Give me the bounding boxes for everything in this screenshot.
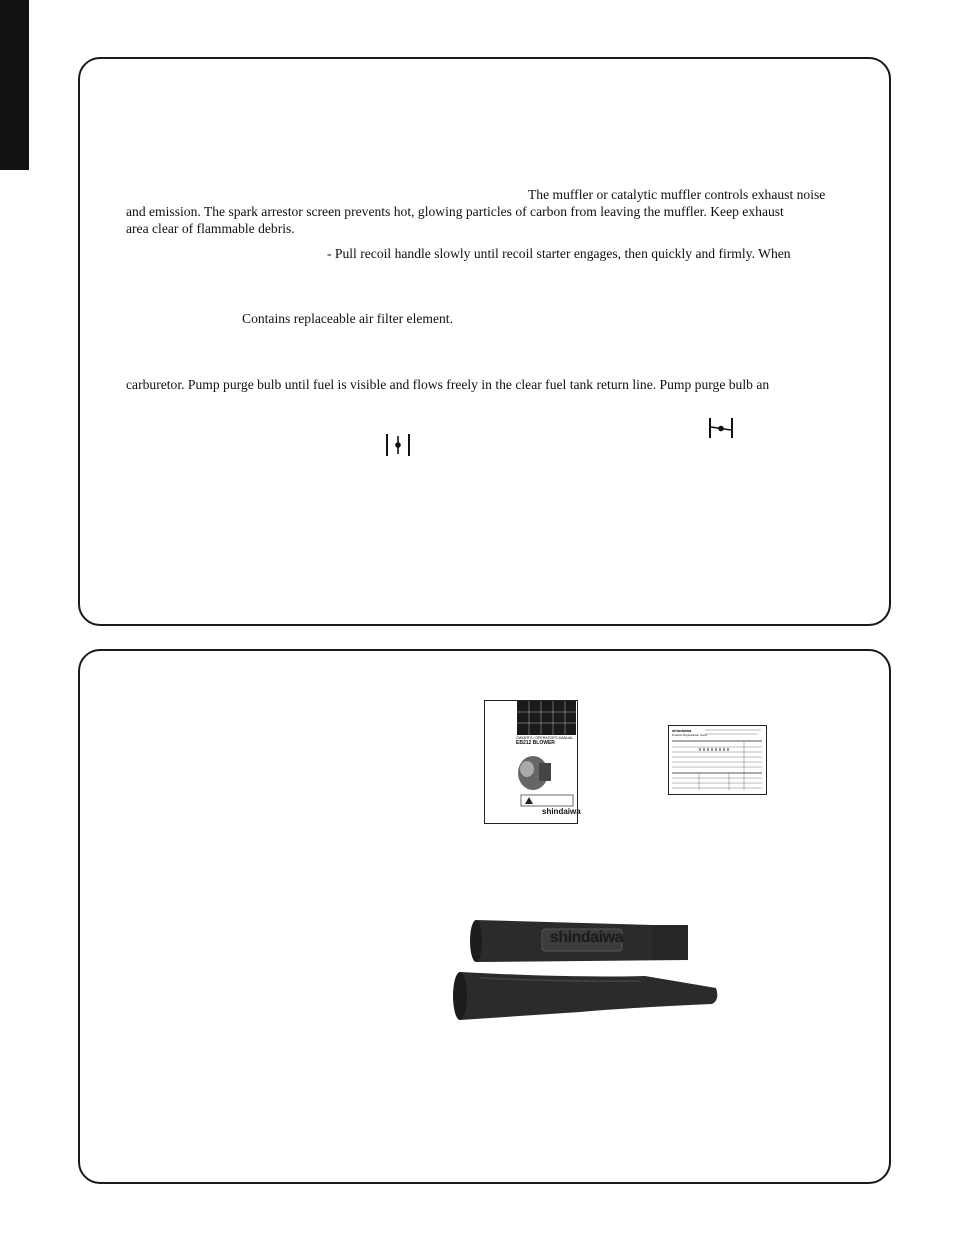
tube-brand-logo: shindaiwa xyxy=(550,929,623,946)
choke-closed-icon xyxy=(708,416,734,440)
muffler-text-3: area clear of flammable debris. xyxy=(126,221,295,236)
manual-model: EB212 BLOWER xyxy=(516,740,555,746)
muffler-text-2: and emission. The spark arrestor screen prevents hot, glowing particles of carbon from leaving the muffler. Keep exhaust xyxy=(126,204,784,219)
muffler-text-1: The muffler or catalytic muffler controls exhaust noise xyxy=(528,187,826,202)
registration-card-image xyxy=(668,725,767,795)
card-subtitle: Product Registration Card xyxy=(672,733,707,737)
manual-brand: shindaiwa xyxy=(542,807,581,816)
side-tab xyxy=(0,0,29,170)
manual-small-title: OWNER'S / OPERATOR'S MANUAL xyxy=(516,736,574,740)
recoil-text: - Pull recoil handle slowly until recoil starter engages, then quickly and firmly. When xyxy=(327,246,791,261)
owners-manual-image xyxy=(484,700,581,824)
controls-section xyxy=(78,57,891,626)
card-brand: shindaiwa xyxy=(672,728,692,733)
purge-text: carburetor. Pump purge bulb until fuel is visible and flows freely in the clear fuel tank return line. Pump purge bulb an xyxy=(126,377,770,392)
air-filter-text: Contains replaceable air filter element. xyxy=(242,311,453,326)
choke-open-icon xyxy=(385,432,411,458)
